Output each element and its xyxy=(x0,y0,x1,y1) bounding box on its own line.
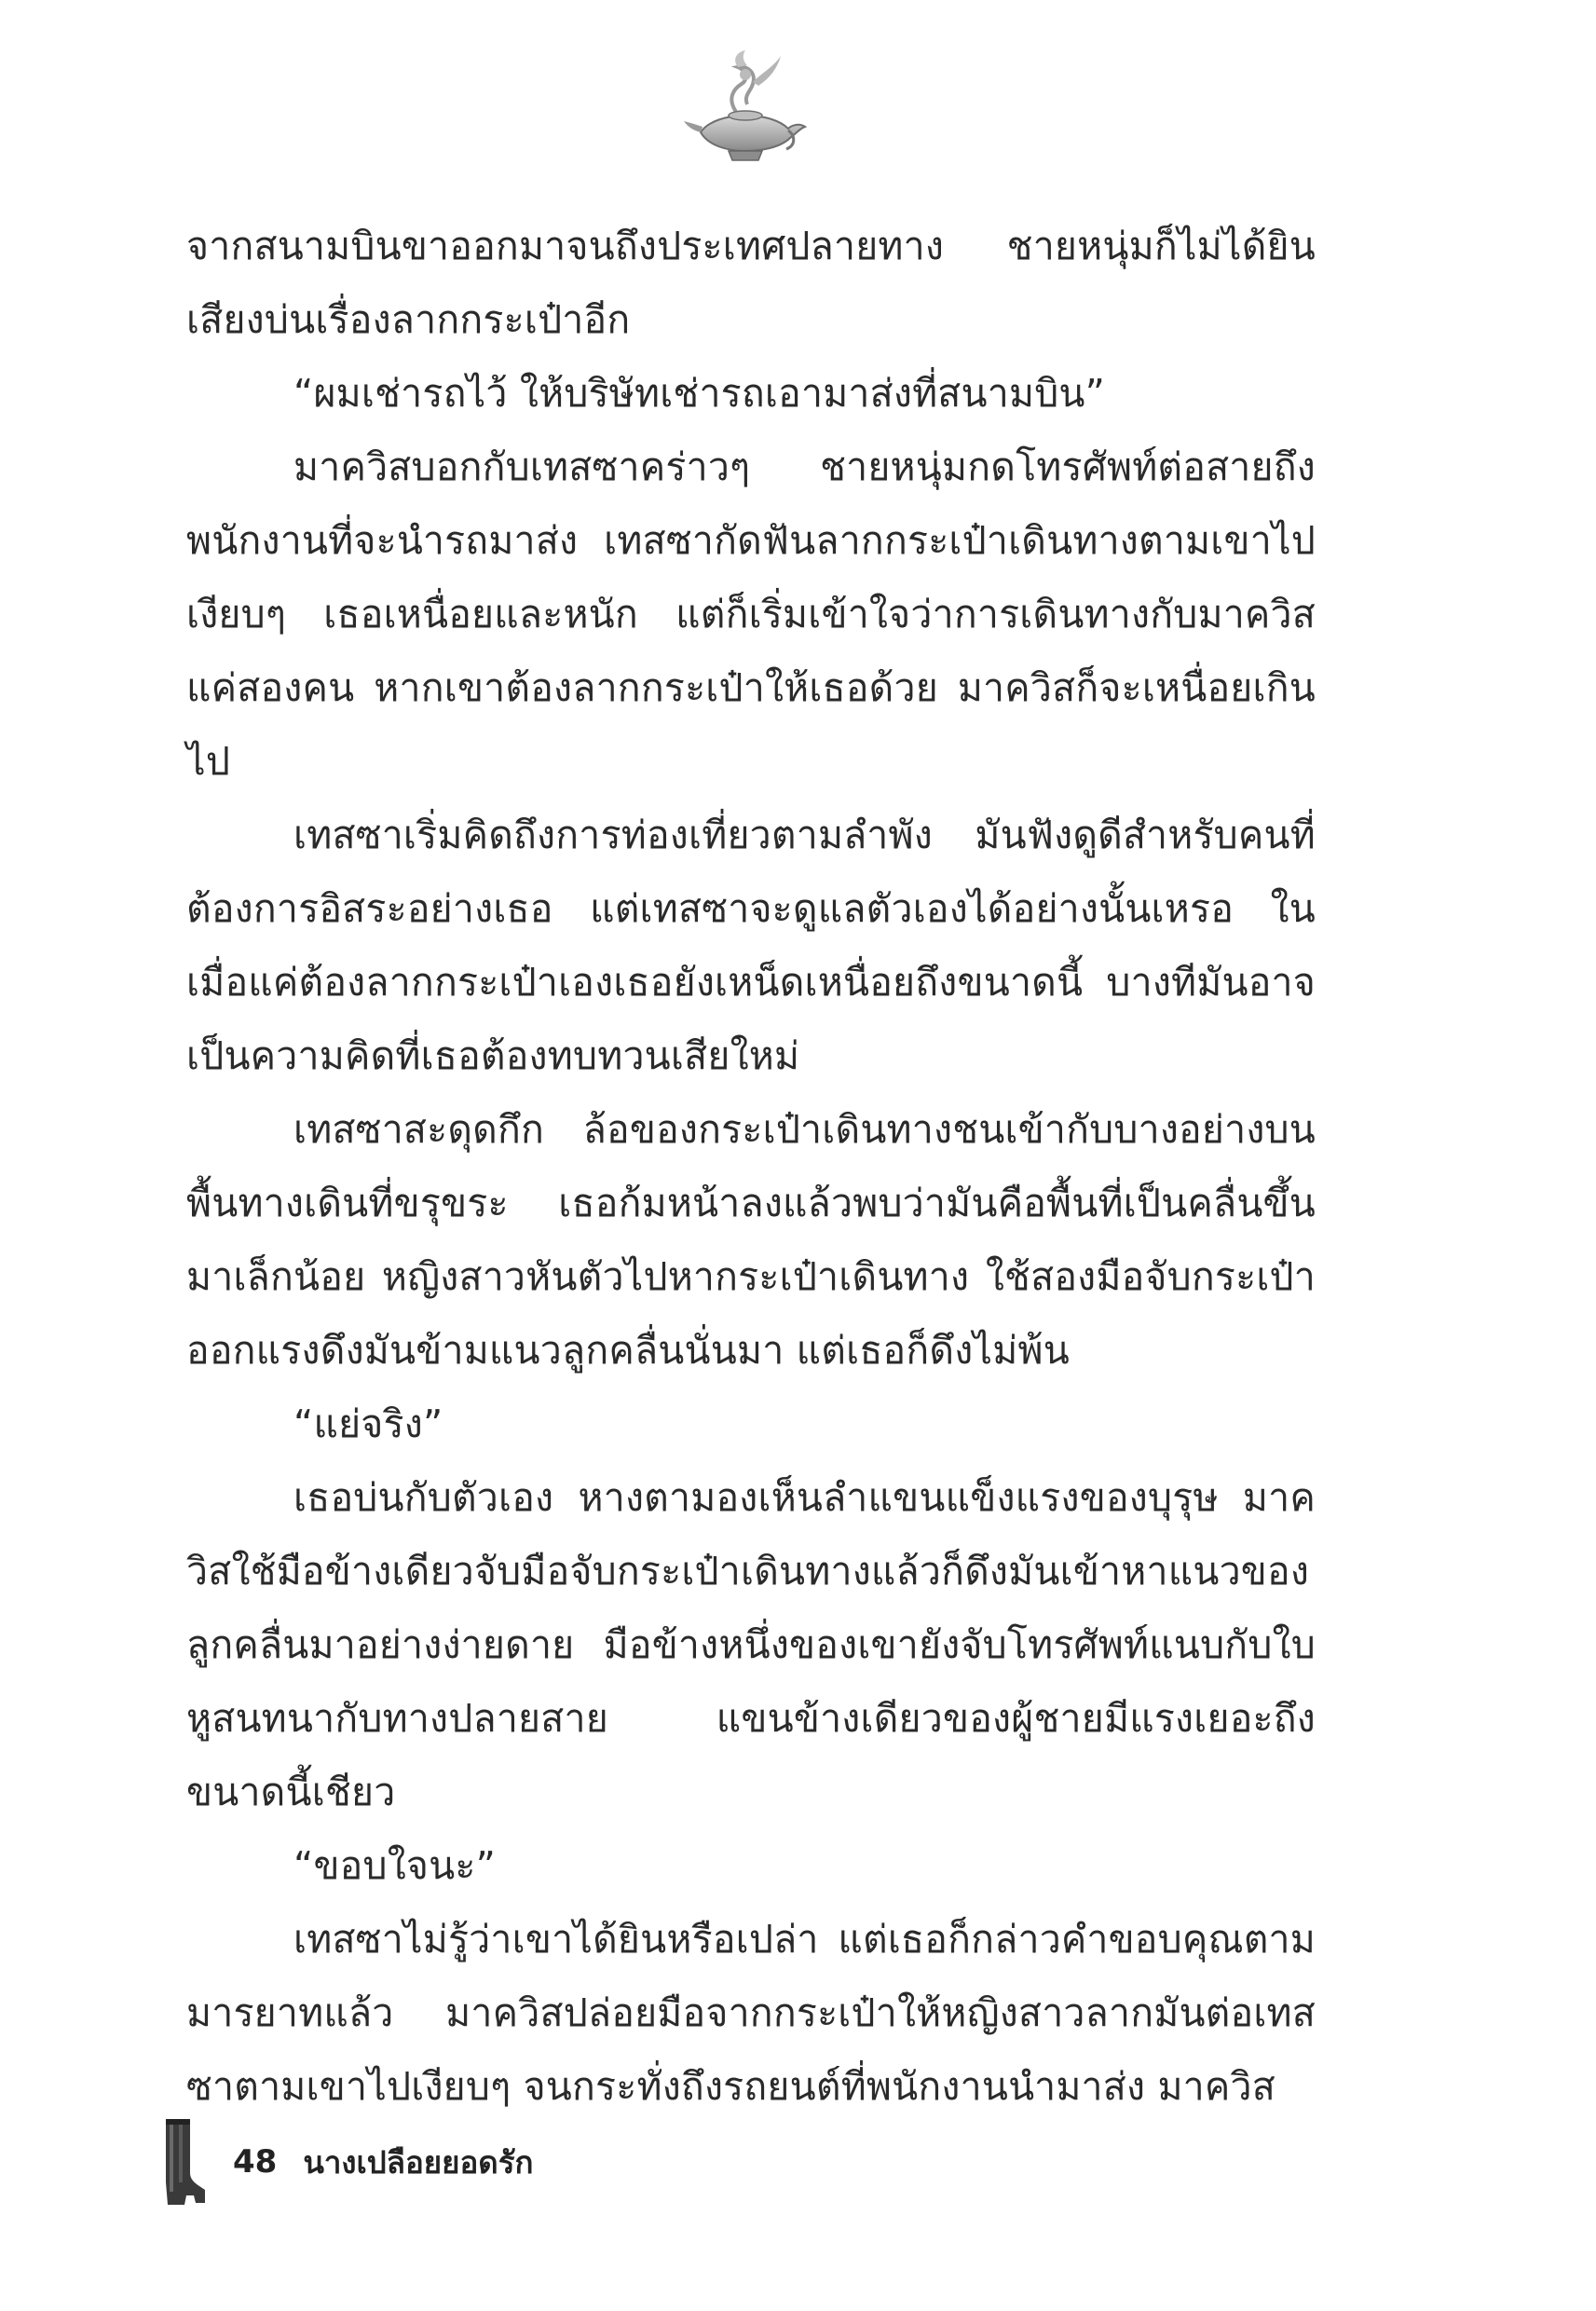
book-title: นางเปลือยยอดรัก xyxy=(303,2143,534,2181)
page-number: 48 xyxy=(233,2143,278,2181)
body-text xyxy=(186,210,1316,2124)
page-footer xyxy=(158,2120,533,2204)
paragraph: เธอบ่นกับตัวเอง หางตามองเห็นลำแขนแข็งแรงของบุรุษ มาควิสใช้มือข้างเดียวจับมือจับกระเป๋าเดินทางแล้วก็ดึงมันเข้าหาแนวของลูกคลื่นมาอย่างง่ายดาย มือข้างหนึ่งของเขายังจับโทรศัพท์แนบกับใบหูสนทนากับทางปลายสาย แขนข้างเดียวของผู้ชายมีแรงเยอะถึงขนาดนี้เชียว xyxy=(186,1475,1316,1814)
paragraph: เทสซาสะดุดกึก ล้อของกระเป๋าเดินทางชนเข้ากับบางอย่างบนพื้นทางเดินที่ขรุขระ เธอก้มหน้าลงแล้วพบว่ามันคือพื้นที่เป็นคลื่นขึ้นมาเล็กน้อย หญิงสาวหันตัวไปหากระเป๋าเดินทาง ใช้สองมือจับกระเป๋าออกแรงดึงมันข้ามแนวลูกคลื่นนั่นมา แต่เธอก็ดึงไม่พ้น xyxy=(186,1107,1316,1373)
boot-icon xyxy=(158,2117,211,2207)
paragraph: เทสซาเริ่มคิดถึงการท่องเที่ยวตามลำพัง มันฟังดูดีสำหรับคนที่ต้องการอิสระอย่างเธอ แต่เทสซาจะดูแลตัวเองได้อย่างนั้นเหรอ ในเมื่อแค่ต้องลากกระเป๋าเองเธอยังเหน็ดเหนื่อยถึงขนาดนี้ บางทีมันอาจเป็นความคิดที่เธอต้องทบทวนเสียใหม่ xyxy=(186,813,1316,1078)
paragraph: มาควิสบอกกับเทสซาคร่าวๆ ชายหนุ่มกดโทรศัพท์ต่อสายถึงพนักงานที่จะนำรถมาส่ง เทสซากัดฟันลากกระเป๋าเดินทางตามเขาไปเงียบๆ เธอเหนื่อยและหนัก แต่ก็เริ่มเข้าใจว่าการเดินทางกับมาควิสแค่สองคน หากเขาต้องลากกระเป๋าให้เธอด้วย มาควิสก็จะเหนื่อยเกินไป xyxy=(186,444,1316,784)
paragraph: “แย่จริง” xyxy=(293,1402,443,1446)
paragraph: “ผมเช่ารถไว้ ให้บริษัทเช่ารถเอามาส่งที่สนามบิน” xyxy=(293,371,1106,416)
paragraph: จากสนามบินขาออกมาจนถึงประเทศปลายทาง ชายหนุ่มก็ไม่ได้ยินเสียงบ่นเรื่องลากกระเป๋าอีก xyxy=(186,224,1316,342)
paragraph: “ขอบใจนะ” xyxy=(293,1843,497,1888)
genie-lamp-icon xyxy=(680,47,811,168)
paragraph: เทสซาไม่รู้ว่าเขาได้ยินหรือเปล่า แต่เธอก็กล่าวคำขอบคุณตามมารยาทแล้ว มาควิสปล่อยมือจากกระเป๋าให้หญิงสาวลากมันต่อเทสซาตามเขาไปเงียบๆ จนกระทั่งถึงรถยนต์ที่พนักงานนำมาส่ง มาควิส xyxy=(186,1917,1316,2109)
